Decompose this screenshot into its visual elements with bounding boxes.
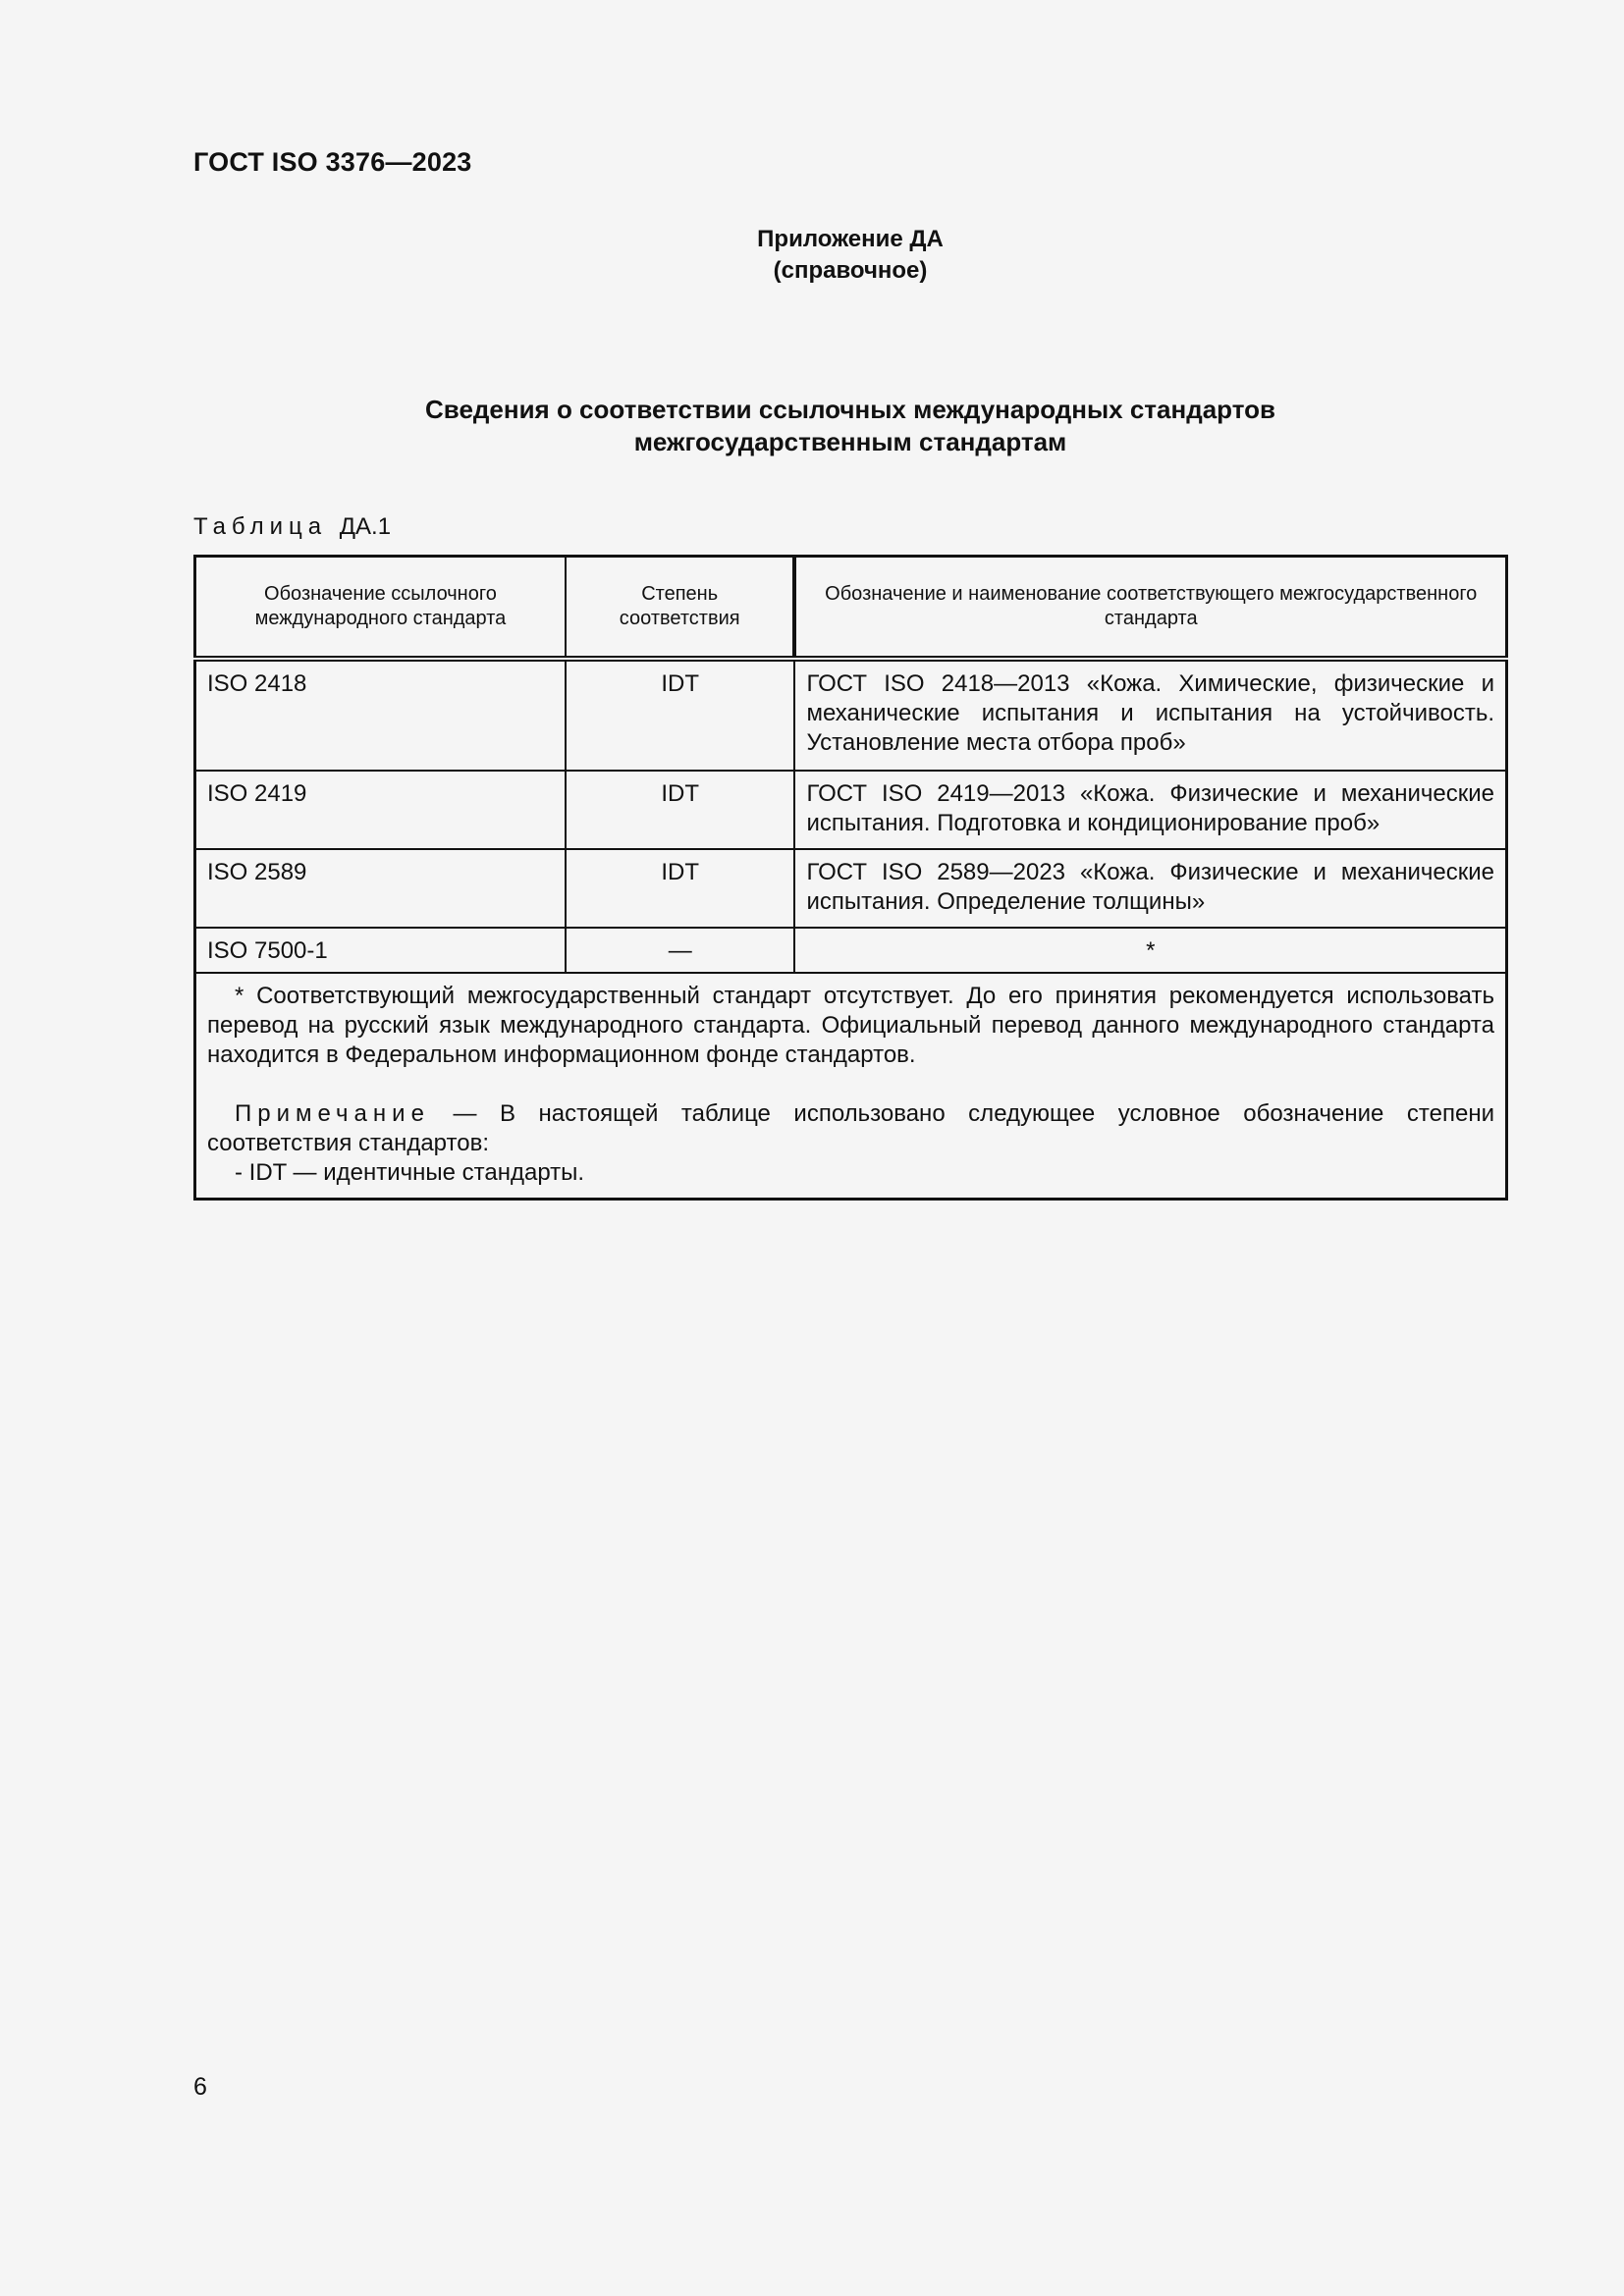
note	[207, 1099, 1494, 1158]
header-interstate-standard: Обозначение и наименование соответствующего межгосударственного стандарта	[794, 557, 1506, 660]
table-caption-number: ДА.1	[339, 513, 392, 540]
cell-code: ISO 7500-1	[195, 928, 566, 973]
table-row	[195, 659, 1507, 771]
header-degree: Степень соответствия	[566, 557, 795, 660]
table-footer-row	[195, 973, 1507, 1200]
section-title-line-2: межгосударственным стандартам	[633, 427, 1067, 456]
correspondence-table	[193, 555, 1508, 1201]
cell-code: ISO 2419	[195, 771, 566, 849]
table-row	[195, 771, 1507, 849]
cell-name: ГОСТ ISO 2418—2013 «Кожа. Химические, физические и механические испытания и испытания на устойчивость. Установление места отбора проб»	[794, 659, 1506, 771]
cell-name: ГОСТ ISO 2589—2023 «Кожа. Физические и механические испытания. Определение толщины»	[794, 849, 1506, 928]
cell-code: ISO 2418	[195, 659, 566, 771]
cell-degree: —	[566, 928, 795, 973]
document-header: ГОСТ ISO 3376—2023	[193, 147, 472, 177]
cell-name: *	[794, 928, 1506, 973]
annex-heading	[193, 224, 1507, 287]
footnote: * Соответствующий межгосударственный стандарт отсутствует. До его принятия рекомендуется использовать перевод на русский язык международного стандарта. Официальный перевод данного международного стандарта находится в Федеральном информационном фонде стандартов.	[207, 983, 1494, 1068]
table-footer	[195, 973, 1507, 1200]
cell-name: ГОСТ ISO 2419—2013 «Кожа. Физические и механические испытания. Подготовка и кондиционирование проб»	[794, 771, 1506, 849]
section-title-line-1: Сведения о соответствии ссылочных международных стандартов	[425, 395, 1275, 424]
annex-title: Приложение ДА	[757, 226, 944, 252]
annex-subtitle: (справочное)	[773, 257, 928, 284]
table-row	[195, 928, 1507, 973]
table-caption	[193, 513, 391, 541]
cell-code: ISO 2589	[195, 849, 566, 928]
table-caption-label: Таблица	[193, 513, 328, 540]
table-row	[195, 849, 1507, 928]
cell-degree: IDT	[566, 659, 795, 771]
section-title	[193, 394, 1507, 458]
page-number: 6	[193, 2073, 207, 2101]
header-reference-standard: Обозначение ссылочного международного стандарта	[195, 557, 566, 660]
note-text: — В настоящей таблице использовано следующее условное обозначение степени соответствия стандартов:	[207, 1100, 1494, 1156]
note-item: - IDT — идентичные стандарты.	[235, 1159, 585, 1186]
cell-degree: IDT	[566, 771, 795, 849]
cell-degree: IDT	[566, 849, 795, 928]
table-header-row	[195, 557, 1507, 660]
note-label: Примечание	[235, 1100, 430, 1127]
